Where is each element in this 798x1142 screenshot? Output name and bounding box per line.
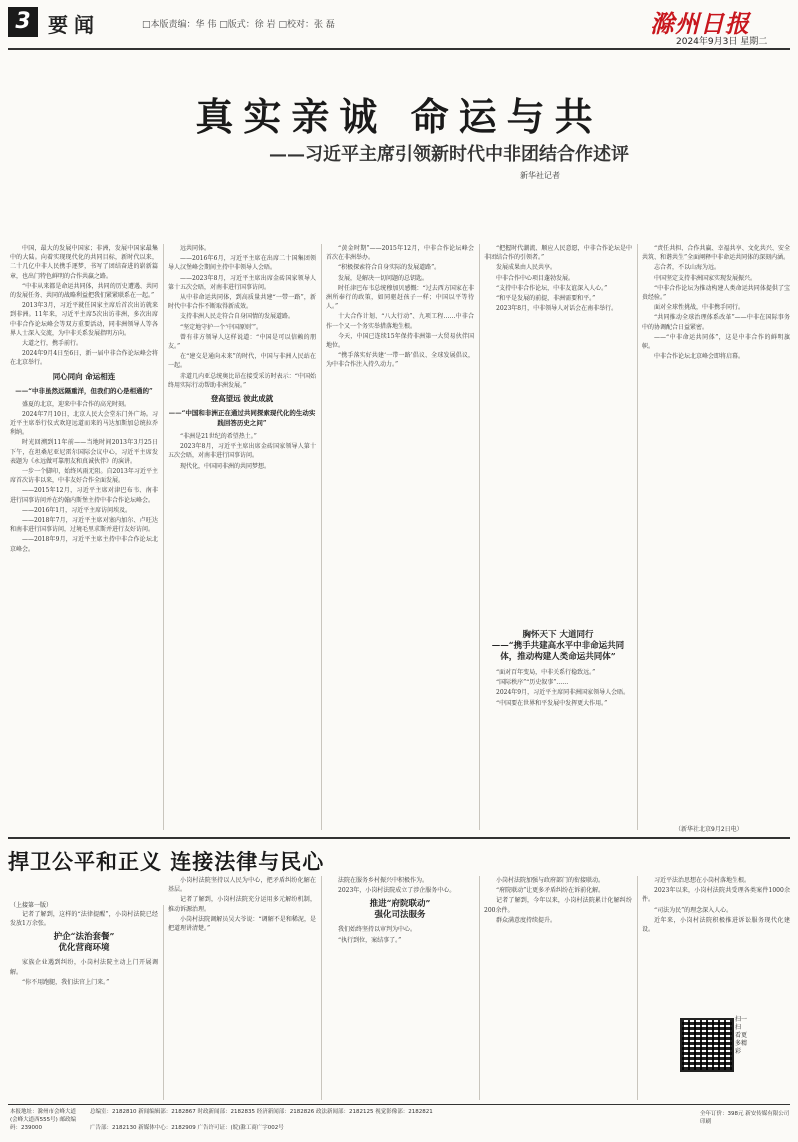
paragraph: 记者了解到，今年以来，小岗村法院累计化解纠纷200余件。: [484, 897, 632, 914]
footer-phones: 总编室：2182810 新闻编辑部：2182867 时政新闻部：2182835 经济新闻部：2182826 政法新闻部：2182125 视觉影像部：2182821: [90, 1109, 433, 1115]
paragraph: “司法为民”的理念深入人心。: [654, 906, 733, 914]
article1-column-5: [642, 244, 790, 818]
article2-column-3: [326, 876, 474, 1100]
paragraph: “共同推动全球治理体系改革”——中非在国际事务中的协调配合日益紧密。: [642, 314, 790, 331]
article2-column-2: [168, 876, 316, 1100]
paragraph: “你不用跑腿，我们法官上门来。”: [22, 978, 110, 986]
paragraph: 2024年9月4日至6日，新一届中非合作论坛峰会将在北京举行。: [10, 350, 158, 367]
article1-column-3: [326, 244, 474, 830]
section-subheading: 登高望远 彼此成就: [210, 394, 274, 404]
paragraph: 今天，中国已连续15年保持非洲第一大贸易伙伴国地位。: [326, 332, 474, 350]
column-divider: [637, 876, 638, 1100]
paragraph: 群众满意度持续提升。: [496, 916, 557, 924]
paragraph: “坚定地守护一个‘中国原则’”。: [180, 323, 262, 331]
paragraph: 记者了解到，这样的“法律提醒”，小岗村法院已经发放1万余张。: [10, 911, 158, 928]
paragraph: 2023年，小岗村法院成立了涉企服务中心。: [338, 887, 456, 895]
page-number: 3: [8, 7, 38, 37]
article1-column-4-lower: [484, 668, 632, 830]
section-quote: ——“中国和非洲正在通过共同探索现代化的生动实践回答历史之问”: [168, 409, 316, 428]
paragraph: 小岗村法院调解员吴大爷说：“调解不是和稀泥，是把道理讲清楚。”: [168, 915, 316, 933]
byline: 新华社记者: [520, 171, 560, 180]
paragraph: ——2018年7月，习近平主席对塞内加尔、卢旺达和南非进行国事访问，过境毛里求斯并进行友好访问。: [10, 517, 158, 534]
footer-ad-info: 广告部：2182130 新媒体中心：2182909 广告许可证：(皖)滁工商广字002号: [90, 1125, 284, 1131]
article-divider: [8, 837, 790, 839]
column-divider: [479, 244, 480, 830]
paragraph: 2023年8月，习近平主席出席金砖国家领导人第十五次会晤，对南非进行国事访问。: [168, 443, 316, 460]
paragraph: “府院联动”让更多矛盾纠纷在诉前化解。: [496, 887, 605, 895]
paragraph: 从中非命运共同体，到高质量共建“一带一路”，新时代中非合作不断取得新成效。: [168, 294, 316, 311]
paragraph: “积极探索符合自身实际的发展道路”。: [338, 264, 441, 272]
paragraph: “责任共担、合作共赢、幸福共享、文化共兴、安全共筑、和谐共生”全面阐释中非命运共同体的深刻内涵。: [642, 245, 790, 262]
main-subheadline: ——习近平主席引领新时代中非团结合作述评: [269, 144, 629, 165]
paragraph: “把握时代潮流、顺应人民意愿，中非合作论坛是中非团结合作的引领者。”: [484, 245, 632, 262]
section-quote: ——“中非虽然远隔重洋，但我们的心是相通的”: [15, 386, 153, 395]
newspaper-masthead: 滁州日报: [650, 9, 750, 38]
paragraph: ——2018年9月，习近平主席主持中非合作论坛北京峰会。: [10, 536, 158, 553]
paragraph: 支持非洲人民走符合自身国情的发展道路。: [180, 313, 295, 321]
paragraph: 发展成果由人民共享。: [496, 264, 557, 272]
paragraph: 家族企业遇到纠纷，小岗村法院主动上门开展调解。: [10, 959, 158, 976]
paragraph: 记者了解到，小岗村法院充分运用多元解纷机制，推动诉源治理。: [168, 896, 316, 913]
column-divider: [321, 244, 322, 830]
article1-column-1: [10, 244, 158, 830]
paragraph: 中国，最大的发展中国家；非洲，发展中国家最集中的大陆。向着实现现代化的共同目标，新时代以来，二十几亿中非人民携手逐梦，书写了团结奋进的崭新篇章，也出门特色鲜明的合作共赢之路。: [10, 245, 158, 280]
paragraph: 中国坚定支持非洲国家实现发展振兴。: [654, 274, 757, 282]
paragraph: 时光回溯到11年前——当地时间2013年3月25日下午，在坦桑尼亚尼雷尔国际会议中心，习近平主席发表题为《永远做可靠朋友和真诚伙伴》的演讲。: [10, 439, 158, 465]
column-divider: [163, 244, 164, 830]
paragraph: 2023年8月，中非领导人对话会在南非举行。: [496, 305, 618, 313]
column-divider: [163, 905, 164, 1100]
footer-divider: [8, 1104, 790, 1105]
paragraph: 十大合作计划、“八大行动”、九项工程……中非合作一个又一个务实举措落地生根。: [326, 313, 474, 330]
paragraph: 2013年3月，习近平就任国家主席后首次出访就来到非洲。11年来，习近平主席5次出访非洲，多次出席中非合作论坛峰会等双方重要活动，同非洲领导人等各界人士深入交流，为中非关系发展指明方向。: [10, 302, 158, 337]
paragraph: 2023年以来，小岗村法院共受理各类案件1000余件。: [642, 887, 790, 904]
paragraph: 中非合作论坛北京峰会即将启幕。: [654, 353, 745, 361]
header-divider: [8, 48, 790, 50]
paragraph: 远共同体。: [180, 245, 211, 252]
column-divider: [479, 876, 480, 1100]
section-subheading: 同心同向 命运相连: [52, 371, 116, 381]
paragraph: “中国要在世界和平发展中发挥更大作用。”: [496, 699, 608, 707]
paragraph: 盛夏的北京，迎来中非合作的高光时刻。: [22, 400, 131, 408]
paragraph: 2024年7月10日，北京人民大会堂东门外广场。习近平主席举行仪式欢迎远道而来的马达加斯加总统拉乔利纳。: [10, 410, 158, 437]
paragraph: “和平是发展的前提，非洲需要和平。”: [496, 295, 596, 303]
paragraph: ——2015年12月，习近平主席对津巴布韦、南非进行国事访问并在约翰内斯堡主持中非合作论坛峰会。: [10, 487, 158, 504]
paragraph: 在“建交是通向未来”的时代，中国与非洲人民站在一起。: [168, 353, 316, 370]
paragraph: 中非合作中心项目蓬勃发展。: [496, 274, 575, 282]
paragraph: 一步一个脚印，始终风雨无阻。自2013年习近平主席首次访非以来，中非友好合作全面发展。: [10, 468, 158, 485]
article2-column-5: [642, 876, 790, 1012]
section-subheading-sidebar: 胸怀天下 大道同行 ——“携手共建高水平中非命运共同体，推动构建人类命运共同体”: [491, 630, 625, 662]
paragraph: “执行到位，案结事了。”: [338, 936, 402, 944]
paragraph: 近年来，小岗村法院积极推进诉讼服务现代化建设。: [642, 916, 790, 934]
footer-price: 全年订价：398元 新安传媒有限公司印刷: [700, 1111, 790, 1125]
paragraph: “中非从来都是命运共同体，共同的历史遭遇、共同的发展任务、共同的战略利益把我们紧紧联系在一起。”: [10, 282, 158, 300]
main-headline[interactable]: 真实亲诚 命运与共: [195, 94, 603, 139]
continued-label: （上接第一版）: [10, 902, 53, 909]
box-title: 护企“法治套餐” 优化营商环境: [53, 932, 115, 954]
paragraph: 时任津巴布韦总统穆加贝感慨：“过去西方国家在非洲所奉行的政策，如同驱赶孩子一样；中国以平等待人。”: [326, 284, 474, 311]
paragraph: 小岗村法院加强与政府部门的衔接联动。: [496, 877, 605, 884]
paragraph: “支持中非合作论坛，中非友谊深入人心。”: [496, 284, 608, 292]
qr-code-icon[interactable]: [680, 1018, 734, 1072]
article2-column-4: [484, 876, 632, 1100]
qr-code-label: 扫一扫 看更多精彩: [735, 1016, 748, 1055]
column-divider: [321, 876, 322, 1100]
paragraph: “黄金时期”——2015年12月，中非合作论坛峰会首次在非洲举办。: [326, 245, 474, 262]
footer-address: 本报地址：滁州市会峰大道(会峰大道西555号) 邮政编码：239000: [10, 1109, 77, 1131]
dateline: （新华社北京9月2日电）: [675, 826, 743, 833]
paragraph: 面对全球性挑战，中非携手同行。: [654, 304, 745, 312]
paragraph: 2024年9月，习近平主席同非洲国家领导人会晤。: [496, 689, 630, 697]
paragraph: 志合者，不以山海为远。: [654, 264, 721, 272]
paragraph: 小岗村法院坚持以人民为中心，把矛盾纠纷化解在基层。: [168, 877, 316, 894]
article2-column-1: [10, 910, 158, 1100]
section-title: 要闻: [48, 13, 100, 37]
paragraph: 我们始终坚持以审判为中心。: [338, 926, 417, 934]
article1-column-4: [484, 244, 632, 624]
paragraph: 法院在服务乡村振兴中积极作为。: [338, 877, 429, 884]
paragraph: ——“中非命运共同体”，这是中非合作的鲜明旗帜。: [642, 333, 790, 351]
issue-date: 2024年9月3日 星期二: [676, 37, 768, 47]
article1-column-2: [168, 244, 316, 830]
box-title: 推进“府院联动” 强化司法服务: [369, 899, 431, 921]
paragraph: ——2023年8月，习近平主席出席金砖国家领导人第十五次会晤，对南非进行国事访问。: [168, 274, 316, 291]
paragraph: 现代化，中国同非洲的共同梦想。: [180, 462, 271, 470]
paragraph: 曾有非方领导人这样说道：“中国是可以信赖的朋友。”: [168, 333, 316, 351]
paragraph: “面对百年变局，中非关系行稳致远。”: [496, 669, 596, 676]
editor-credits: □本版责编：华 伟 □版式：徐 岩 □校对：张 磊: [142, 20, 335, 30]
paragraph: ——2016年1月，习近平主席访问埃及。: [22, 506, 132, 514]
paragraph: 赤道几内亚总统奥比昂在接受采访时表示：“中国始终用实际行动帮助非洲发展。”: [168, 372, 316, 389]
paragraph: 发展，是解决一切问题的总钥匙。: [338, 274, 429, 282]
paragraph: 大道之行，携手前行。: [22, 340, 83, 348]
paragraph: ——2016年6月，习近平主席在出席二十国集团领导人汉堡峰会期间主持中非领导人会晤。: [168, 255, 316, 272]
paragraph: “非洲是21世纪的希望热土。”: [180, 433, 257, 441]
paragraph: “携手落实好共建‘一带一路’倡议、全球发展倡议，为中非合作注入持久动力。”: [326, 352, 474, 369]
paragraph: “中非合作论坛为推动构建人类命运共同体提供了宝贵经验。”: [642, 284, 790, 302]
second-headline[interactable]: 捍卫公平和正义 连接法律与民心: [8, 850, 325, 874]
paragraph: 习近平法治思想在小岗村落地生根。: [654, 877, 751, 884]
column-divider: [637, 244, 638, 830]
paragraph: “国际秩序”“历史叙事”……: [496, 679, 569, 687]
